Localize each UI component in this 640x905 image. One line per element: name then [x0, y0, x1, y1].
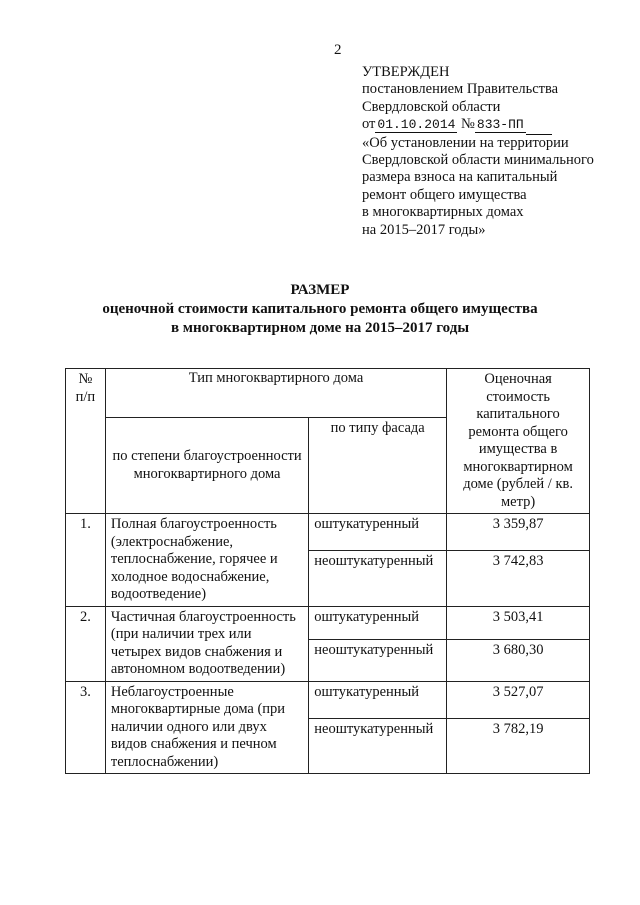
page-number: 2 — [334, 42, 342, 58]
row-num: 3. — [66, 681, 106, 774]
document-title — [0, 281, 640, 338]
row-facade: оштукатуренный — [309, 514, 447, 551]
title-line-1: РАЗМЕР — [290, 282, 350, 298]
table-row — [66, 606, 590, 639]
header-degree: по степени благоустроенности многоквартирного дома — [105, 418, 308, 514]
header-type: Тип многоквартирного дома — [105, 369, 446, 418]
row-cost: 3 680,30 — [447, 639, 590, 681]
title-line-2: оценочной стоимости капитального ремонта общего имущества — [102, 301, 538, 317]
approval-date-line — [362, 116, 622, 134]
cost-table — [65, 368, 590, 774]
approval-government: Свердловской области — [362, 98, 501, 115]
approval-subject-line: Свердловской области минимального — [362, 152, 594, 169]
header-num: № п/п — [66, 369, 106, 514]
approval-block — [362, 64, 622, 239]
row-facade: неоштукатуренный — [309, 639, 447, 681]
row-facade: оштукатуренный — [309, 681, 447, 718]
row-cost: 3 527,07 — [447, 681, 590, 718]
row-facade: неоштукатуренный — [309, 718, 447, 774]
date-prefix: от — [362, 116, 376, 133]
row-cost: 3 782,19 — [447, 718, 590, 774]
row-degree: Полная благоустроенность (электроснабжение, теплоснабжение, горячее и холодное водоснабжение, водоотведение) — [105, 514, 308, 607]
approval-resolution: постановлением Правительства — [362, 81, 559, 98]
row-facade: оштукатуренный — [309, 606, 447, 639]
header-cost: Оценочная стоимость капитального ремонта общего имущества в многоквартирном доме (рублей / кв. метр) — [447, 369, 590, 514]
row-cost: 3 359,87 — [447, 514, 590, 551]
row-degree: Частичная благоустроенность (при наличии трех или четырех видов снабжения и автономном водоотведении) — [105, 606, 308, 681]
row-num: 2. — [66, 606, 106, 681]
title-line-3: в многоквартирном доме на 2015–2017 годы — [170, 320, 470, 336]
table-row — [66, 514, 590, 551]
row-num: 1. — [66, 514, 106, 607]
approval-subject-line: на 2015–2017 годы» — [362, 221, 486, 238]
row-cost: 3 742,83 — [447, 551, 590, 607]
row-facade: неоштукатуренный — [309, 551, 447, 607]
row-degree: Неблагоустроенные многоквартирные дома (при наличии одного или двух видов снабжения и печном теплоснабжении) — [105, 681, 308, 774]
approval-subject-line: «Об установлении на территории — [362, 134, 569, 151]
row-cost: 3 503,41 — [447, 606, 590, 639]
approval-subject-line: в многоквартирных домах — [362, 204, 524, 221]
table-header-row — [66, 369, 590, 418]
header-facade: по типу фасада — [309, 418, 447, 514]
number-prefix: № — [461, 116, 475, 133]
table-row — [66, 681, 590, 718]
approval-subject-line: размера взноса на капитальный — [362, 169, 558, 186]
date-value: 01.10.2014 — [377, 117, 456, 133]
approval-heading: УТВЕРЖДЕН — [362, 64, 450, 80]
approval-subject-line: ремонт общего имущества — [362, 186, 527, 203]
number-value: 833-ПП — [476, 117, 524, 133]
